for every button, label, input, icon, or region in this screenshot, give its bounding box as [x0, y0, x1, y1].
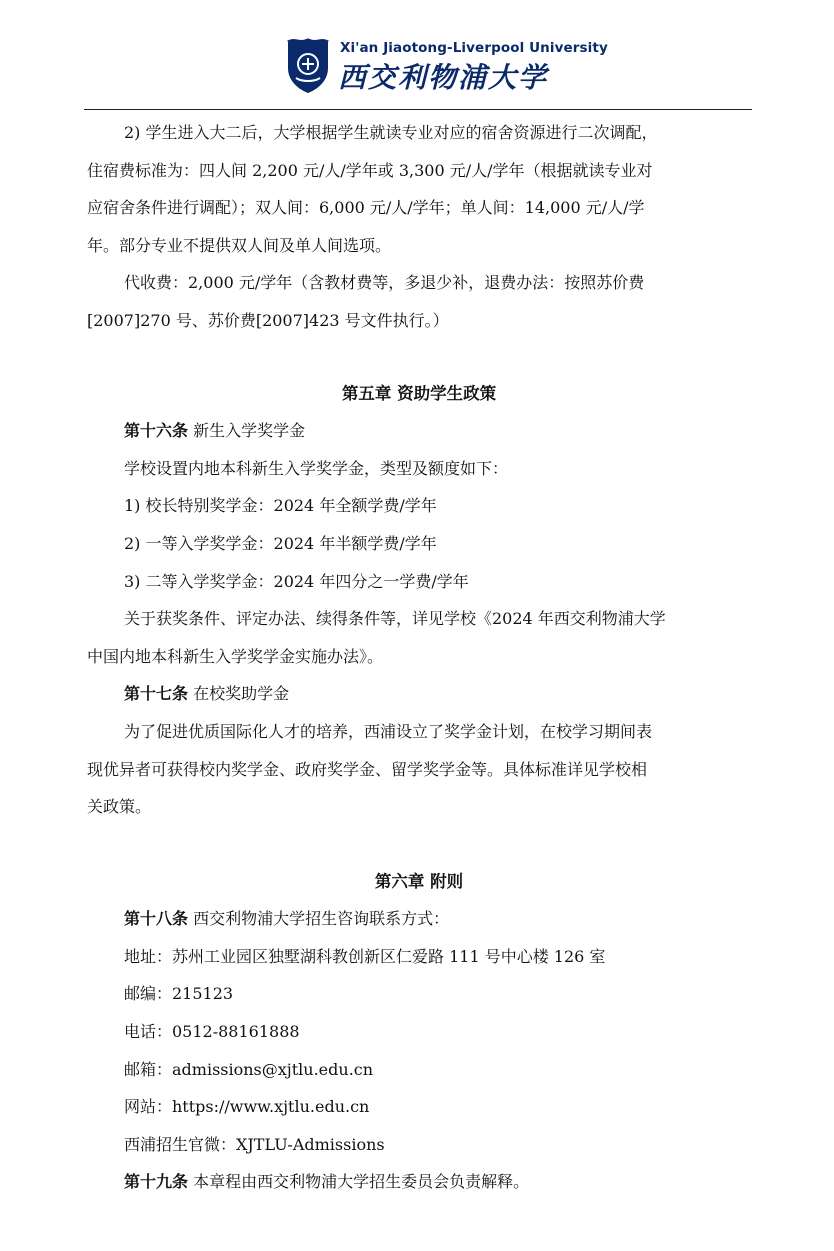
contact-phone: 电话：0512-88161888 — [124, 1022, 300, 1042]
contact-postcode: 邮编：215123 — [124, 984, 234, 1004]
chapter-5-title: 第五章 资助学生政策 — [341, 383, 497, 403]
article-16-detail-line: 关于获奖条件、评定办法、续得条件等，详见学校《2024 年西交利物浦大学 — [124, 609, 666, 629]
dorm-paragraph-line: 住宿费标准为：四人间 2,200 元/人/学年或 3,300 元/人/学年（根据就读专业对 — [87, 160, 653, 180]
contact-email: 邮箱：admissions@xjtlu.edu.cn — [124, 1059, 374, 1079]
article-17-detail-line: 现优异者可获得校内奖学金、政府奖学金、留学奖学金等。具体标准详见学校相 — [87, 759, 648, 779]
header-divider — [84, 109, 752, 110]
article-18-label: 第十八条 — [124, 909, 189, 929]
university-name-cn: 西交利物浦大学 — [338, 61, 549, 94]
fee-paragraph-line: 代收费：2,000 元/学年（含教材费等，多退少补，退费办法：按照苏价费 — [124, 273, 645, 293]
article-19-label: 第十九条 — [124, 1172, 189, 1192]
spacer — [87, 826, 751, 863]
scholarship-item: 2) 一等入学奖学金：2024 年半额学费/学年 — [124, 533, 437, 553]
article-16-heading — [87, 412, 751, 450]
article-16-title: 新生入学奖学金 — [188, 421, 306, 441]
scholarship-item: 3) 二等入学奖学金：2024 年四分之一学费/学年 — [124, 571, 469, 591]
article-16-detail-line: 中国内地本科新生入学奖学金实施办法》。 — [87, 646, 384, 666]
article-17-detail-line: 关政策。 — [87, 797, 152, 817]
contact-wechat: 西浦招生官微：XJTLU-Admissions — [124, 1134, 385, 1154]
spacer — [87, 340, 751, 375]
article-18-heading — [87, 900, 751, 938]
article-17-detail-line: 为了促进优质国际化人才的培养，西浦设立了奖学金计划，在校学习期间表 — [124, 721, 653, 741]
contact-website: 网站：https://www.xjtlu.edu.cn — [124, 1097, 370, 1117]
university-name-en: Xi'an Jiaotong-Liverpool University — [340, 40, 608, 56]
chapter-6-title: 第六章 附则 — [374, 871, 464, 891]
article-19-text: 本章程由西交利物浦大学招生委员会负责解释。 — [188, 1172, 530, 1192]
article-17-title: 在校奖助学金 — [188, 684, 290, 704]
fee-paragraph-line: [2007]270 号、苏价费[2007]423 号文件执行。） — [87, 310, 449, 330]
page-header — [0, 0, 834, 112]
article-19-heading — [87, 1163, 751, 1201]
document-body — [87, 114, 751, 1201]
dorm-paragraph-line: 2) 学生进入大二后，大学根据学生就读专业对应的宿舍资源进行二次调配， — [124, 123, 658, 142]
scholarship-item: 1) 校长特别奖学金：2024 年全额学费/学年 — [124, 496, 437, 516]
article-18-title: 西交利物浦大学招生咨询联系方式： — [188, 909, 450, 929]
contact-address: 地址：苏州工业园区独墅湖科教创新区仁爱路 111 号中心楼 126 室 — [124, 946, 606, 966]
article-17-label: 第十七条 — [124, 684, 189, 704]
university-logo — [286, 38, 608, 98]
dorm-paragraph-line: 应宿舍条件进行调配）；双人间：6,000 元/人/学年；单人间：14,000 元/人/学 — [87, 198, 645, 218]
article-16-label: 第十六条 — [124, 421, 189, 441]
shield-crest-icon — [286, 38, 330, 94]
article-17-heading — [87, 675, 751, 713]
dorm-paragraph-line: 年。部分专业不提供双人间及单人间选项。 — [87, 235, 392, 255]
article-16-intro: 学校设置内地本科新生入学奖学金，类型及额度如下： — [124, 458, 509, 478]
